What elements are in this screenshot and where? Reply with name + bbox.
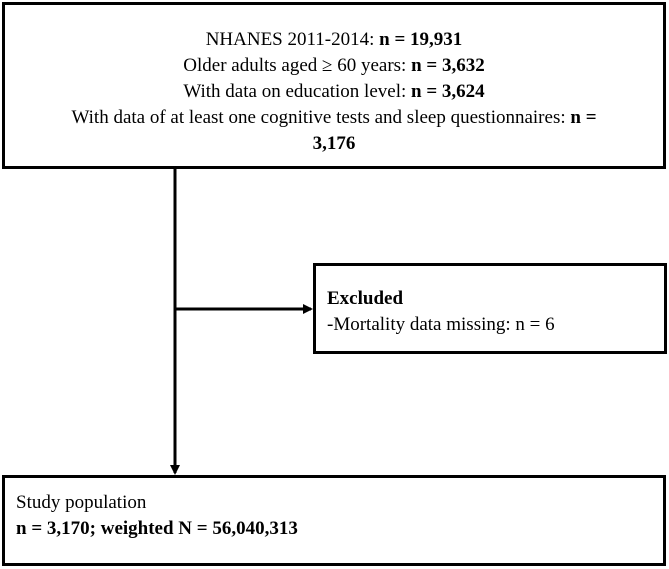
- study-population-box: [2, 475, 666, 566]
- older-adults-line: Older adults aged ≥ 60 years: n = 3,632: [183, 55, 485, 76]
- eligibility-box: [2, 2, 666, 169]
- excluded-box: [313, 263, 667, 354]
- study-population-count: n = 3,170; weighted N = 56,040,313: [16, 518, 298, 539]
- nhanes-total-line: NHANES 2011-2014: n = 19,931: [205, 29, 463, 50]
- study-population-title: Study population: [16, 492, 147, 513]
- cognitive-sleep-line: With data of at least one cognitive tests and sleep questionnaires: n =: [71, 107, 597, 128]
- education-data-line: With data on education level: n = 3,624: [183, 81, 485, 102]
- excluded-reason: -Mortality data missing: n = 6: [327, 314, 555, 335]
- cognitive-sleep-count: 3,176: [312, 133, 356, 154]
- excluded-title: Excluded: [327, 288, 404, 309]
